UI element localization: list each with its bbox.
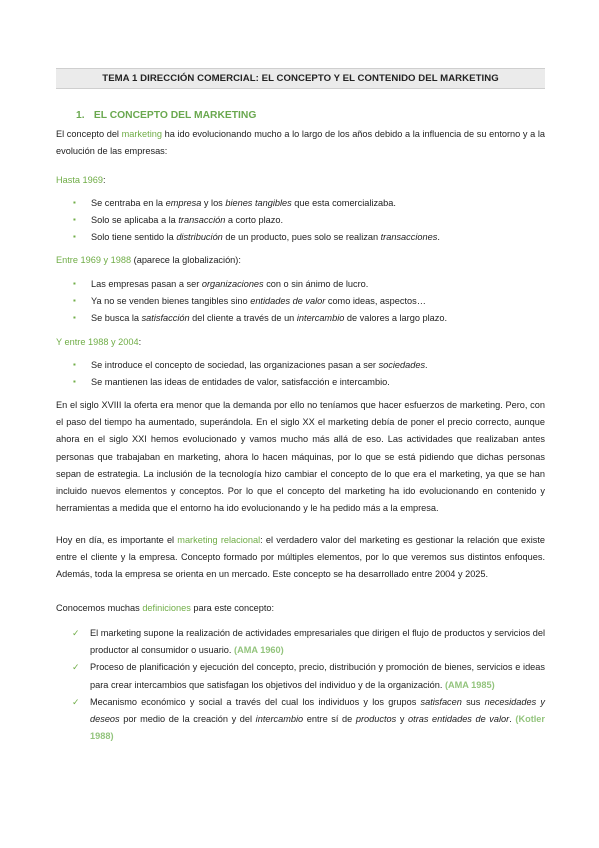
square-bullet-icon: ▪ xyxy=(73,214,76,224)
italic-term: intercambio xyxy=(296,312,345,323)
definition-item: ✓ Proceso de planificación y ejecución del concepto, precio, distribución y promoción de bienes, servicios e ideas para crear intercambios que satisfagan los objetivos del individuo y de la organización. (AMA 1985) xyxy=(72,659,545,693)
list-item: ▪ Solo se aplicaba a la transacción a corto plazo. xyxy=(72,212,545,229)
intro-paragraph xyxy=(56,126,545,160)
section-heading-text: EL CONCEPTO DEL MARKETING xyxy=(93,110,257,121)
list-item: ▪ Solo tiene sentido la distribución de un producto, pues solo se realizan transacciones. xyxy=(72,229,545,246)
period-1-label xyxy=(56,172,106,188)
period-2-label xyxy=(56,252,241,268)
document-title: TEMA 1 DIRECCIÓN COMERCIAL: EL CONCEPTO Y EL CONTENIDO DEL MARKETING xyxy=(56,68,545,89)
italic-term: organizaciones xyxy=(201,279,264,289)
period-3-label xyxy=(56,334,141,350)
italic-term: distribución xyxy=(176,231,223,242)
history-paragraph: En el siglo XVIII la oferta era menor que la demanda por ello no teníamos que hacer esfuerzos de marketing. Pero, con el paso del tiempo ha aumentado, superándola. En el siglo XX el marketing debía de poner el precio correcto, aunque ahora en el siglo XXI hemos evolucionado y vamos mucho más allá de eso. Las actividades que realizaban antes personas que trabajaban en marketing, ahora lo hacen máquinas, por lo que se está pidiendo que dichas personas sepan de estrategia. La inclusión de la tecnología hizo cambiar el concepto de lo que era el marketing, ya que se han incluido nuevos elementos y conceptos. Por lo que el concepto del marketing ha ido evolucionando en contenido y herramientas a medida que el entorno ha ido evolucionando y le ha pedido más a la empresa. xyxy=(56,400,545,514)
period-1-list xyxy=(72,195,545,246)
intro-text-end: ha ido evolucionando mucho a lo largo de los años debido a la influencia de su entorno y a la evolución de las empresas: xyxy=(56,129,545,157)
italic-term: empresa xyxy=(165,198,202,208)
italic-term: transacción xyxy=(178,214,226,225)
definitions-highlight: definiciones xyxy=(142,603,191,613)
italic-term: otras entidades de valor xyxy=(408,714,510,725)
period-3-list xyxy=(72,357,545,391)
definitions-text-end: para este concepto: xyxy=(190,603,275,613)
list-item: ▪ Se mantienen las ideas de entidades de valor, satisfacción e intercambio. xyxy=(72,374,545,391)
italic-term: intercambio xyxy=(255,714,304,725)
definition-reference: (AMA 1960) xyxy=(234,645,284,656)
list-item: ▪ Se busca la satisfacción del cliente a través de un intercambio de valores a largo plazo. xyxy=(72,310,545,327)
section-number: 1. xyxy=(76,110,85,121)
period-1-years: Hasta 1969 xyxy=(56,175,103,185)
section-heading xyxy=(76,110,256,121)
checkmark-icon: ✓ xyxy=(72,662,80,673)
definitions-text-start: Conocemos muchas xyxy=(56,603,143,613)
period-2-suffix: (aparece la globalización): xyxy=(131,255,241,265)
intro-highlight: marketing xyxy=(121,129,162,139)
list-item: ▪ Se introduce el concepto de sociedad, las organizaciones pasan a ser sociedades. xyxy=(72,357,545,374)
relational-marketing-paragraph xyxy=(56,532,545,584)
definition-item: ✓ El marketing supone la realización de actividades empresariales que dirigen el flujo de productos y servicios del productor al consumidor o usuario. (AMA 1960) xyxy=(72,625,545,659)
period-1-suffix: : xyxy=(103,175,106,185)
square-bullet-icon: ▪ xyxy=(73,360,76,369)
square-bullet-icon: ▪ xyxy=(73,376,76,386)
period-2-years: Entre 1969 y 1988 xyxy=(56,255,132,265)
italic-term: satisfacción xyxy=(141,312,190,323)
period-3-suffix: : xyxy=(138,337,142,347)
intro-text-start: El concepto del xyxy=(56,129,122,139)
definitions-intro xyxy=(56,600,545,617)
italic-term: necesidades y deseos xyxy=(90,696,545,725)
italic-term: productos xyxy=(355,714,397,725)
definition-item: ✓ Mecanismo económico y social a través del cual los individuos y los grupos satisfacen sus necesidades y deseos por medio de la creación y del intercambio entre sí de productos y otras entidades de valor. (Kotler 1988) xyxy=(72,694,545,746)
italic-term: satisfacen xyxy=(420,696,462,707)
checkmark-icon: ✓ xyxy=(72,696,80,707)
list-item: ▪ Ya no se venden bienes tangibles sino entidades de valor como ideas, aspectos… xyxy=(72,293,545,310)
square-bullet-icon: ▪ xyxy=(73,198,76,207)
definition-reference: (Kotler 1988) xyxy=(90,714,545,742)
period-3-years: Y entre 1988 y 2004 xyxy=(56,337,139,347)
square-bullet-icon: ▪ xyxy=(73,295,76,305)
definition-reference: (AMA 1985) xyxy=(444,679,495,690)
relational-highlight: marketing relacional xyxy=(177,535,261,545)
list-item: ▪ Las empresas pasan a ser organizaciones con o sin ánimo de lucro. xyxy=(72,276,545,293)
list-item: ▪ Se centraba en la empresa y los bienes tangibles que esta comercializaba. xyxy=(72,195,545,212)
period-2-list xyxy=(72,276,545,327)
square-bullet-icon: ▪ xyxy=(73,231,76,241)
relational-text-end: : el verdadero valor del marketing es gestionar la relación que existe entre el cliente y la empresa. Concepto formado por múltiples elementos, por lo que veremos sus distintos enfoques. Además, toda la empresa se orienta en un mercado. Este concepto se ha desarrollado entre 2004 y 2025. xyxy=(56,535,545,580)
relational-text-start: Hoy en día, es importante el xyxy=(56,535,178,545)
italic-term: transacciones xyxy=(380,231,438,242)
italic-term: entidades de valor xyxy=(250,295,326,306)
italic-term: bienes tangibles xyxy=(225,198,292,208)
checkmark-icon: ✓ xyxy=(72,628,80,638)
italic-term: sociedades xyxy=(378,360,426,370)
square-bullet-icon: ▪ xyxy=(73,312,76,322)
definitions-list xyxy=(72,625,545,745)
square-bullet-icon: ▪ xyxy=(73,279,76,288)
